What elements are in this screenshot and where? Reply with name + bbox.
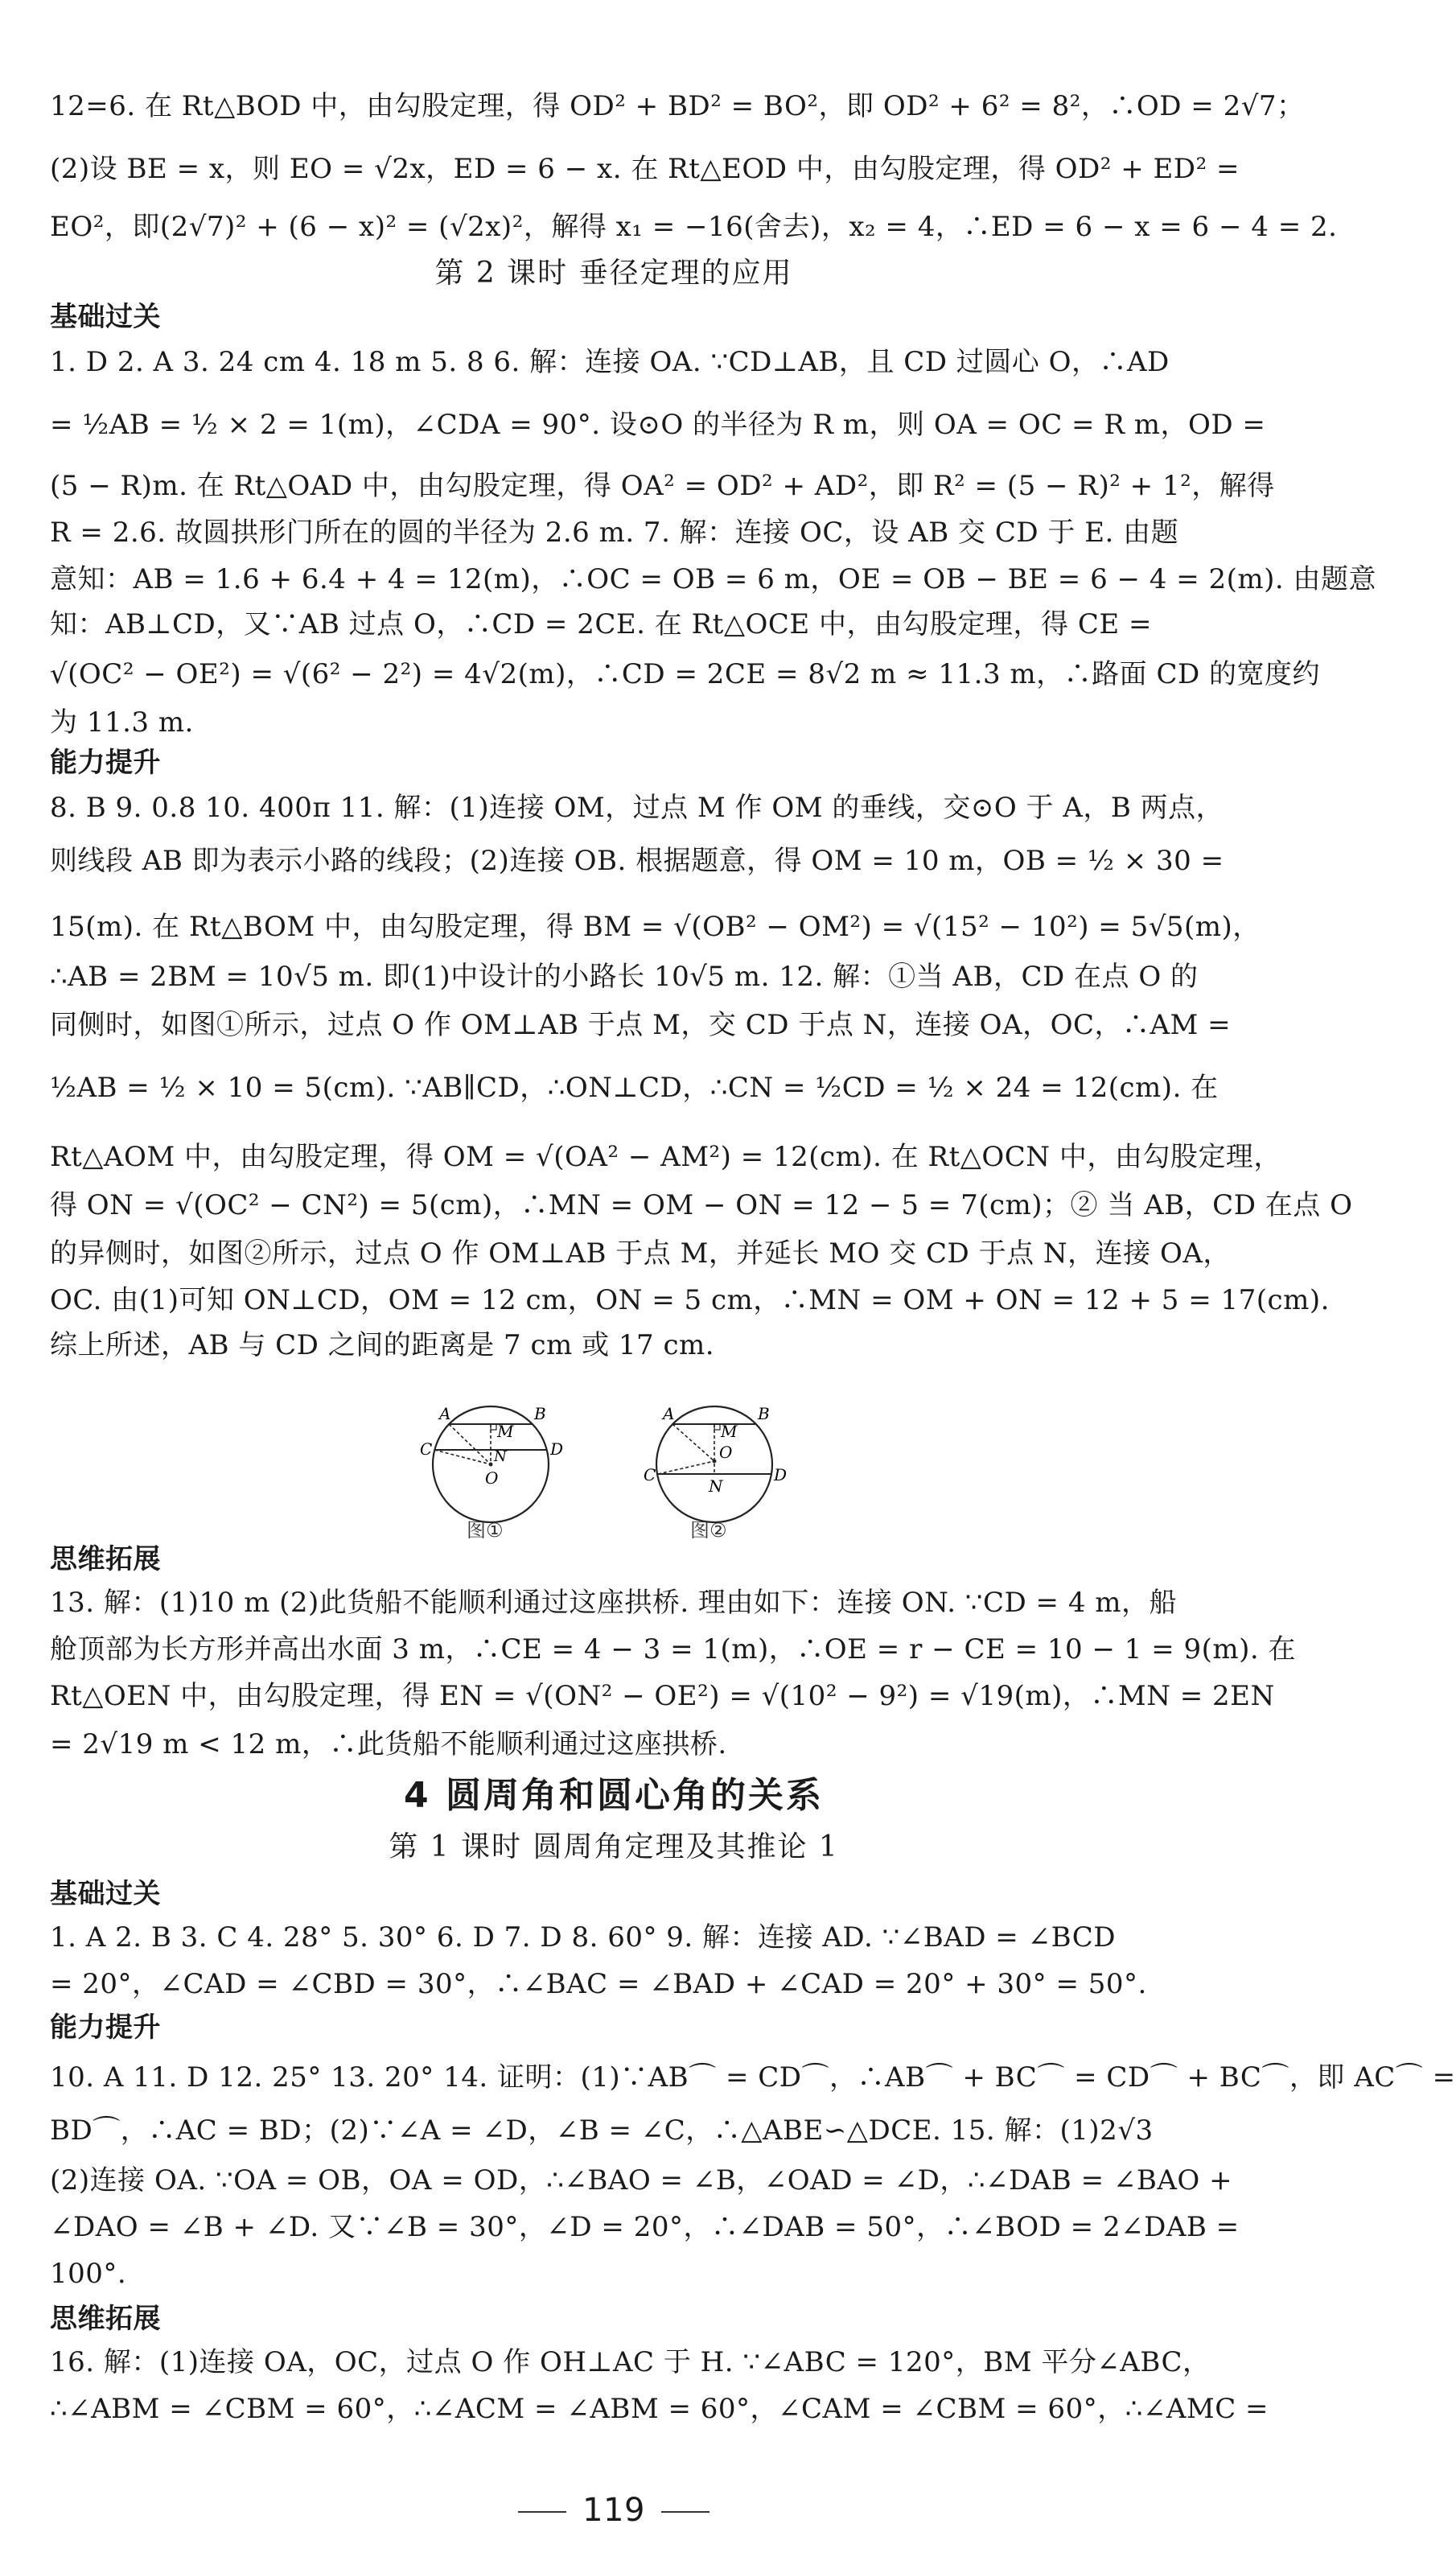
- text-line: 思维拓展: [50, 1543, 161, 1575]
- fig2-label-D: D: [774, 1465, 788, 1484]
- text-line: 第 2 课时 垂径定理的应用: [434, 257, 793, 290]
- text-line: 意知：AB = 1.6 + 6.4 + 4 = 12(m)，∴OC = OB = 6 m，OE = OB − BE = 6 − 4 = 2(m). 由题意: [50, 563, 1377, 595]
- fig2-label-C: C: [644, 1465, 656, 1484]
- text-line: Rt△OEN 中，由勾股定理，得 EN = √(ON² − OE²) = √(10² − 9²) = √19(m)，∴MN = 2EN: [50, 1680, 1275, 1712]
- fig1-label-O: O: [485, 1468, 499, 1488]
- text-line: 基础过关: [50, 301, 161, 333]
- text-line: (2)连接 OA. ∵OA = OB，OA = OD，∴∠BAO = ∠B，∠OAD = ∠D，∴∠DAB = ∠BAO +: [50, 2164, 1233, 2197]
- text-line: EO²，即(2√7)² + (6 − x)² = (√2x)²，解得 x₁ = −16(舍去)，x₂ = 4，∴ED = 6 − x = 6 − 4 = 2.: [50, 211, 1338, 243]
- text-line: 15(m). 在 Rt△BOM 中，由勾股定理，得 BM = √(OB² − OM²) = √(15² − 10²) = 5√5(m)，: [50, 911, 1261, 943]
- fig2-label-A: A: [663, 1404, 675, 1423]
- fig1-label-B: B: [534, 1404, 546, 1423]
- text-line: 则线段 AB 即为表示小路的线段；(2)连接 OB. 根据题意，得 OM = 10 m，OB = ½ × 30 =: [50, 845, 1224, 877]
- text-line: (5 − R)m. 在 Rt△OAD 中，由勾股定理，得 OA² = OD² + AD²，即 R² = (5 − R)² + 1²，解得: [50, 470, 1275, 502]
- text-line: 4 圆周角和圆心角的关系: [404, 1775, 824, 1816]
- text-line: 知：AB⊥CD，又∵AB 过点 O，∴CD = 2CE. 在 Rt△OCE 中，由勾股定理，得 CE =: [50, 608, 1152, 640]
- fig2-label-O: O: [719, 1443, 733, 1462]
- text-line: √(OC² − OE²) = √(6² − 2²) = 4√2(m)，∴CD = 2CE = 8√2 m ≈ 11.3 m，∴路面 CD 的宽度约: [50, 658, 1321, 690]
- fig2-caption: 图②: [690, 1519, 727, 1542]
- text-line: ∠DAO = ∠B + ∠D. 又∵∠B = 30°，∠D = 20°，∴∠DAB = 50°，∴∠BOD = 2∠DAB =: [50, 2211, 1240, 2243]
- text-line: R = 2.6. 故圆拱形门所在的圆的半径为 2.6 m. 7. 解：连接 OC，设 AB 交 CD 于 E. 由题: [50, 517, 1179, 549]
- page-number-text: 119: [582, 2492, 645, 2529]
- text-line: 综上所述，AB 与 CD 之间的距离是 7 cm 或 17 cm.: [50, 1329, 715, 1361]
- text-line: = ½AB = ½ × 2 = 1(m)，∠CDA = 90°. 设⊙O 的半径为 R m，则 OA = OC = R m，OD =: [50, 409, 1266, 441]
- text-line: 8. B 9. 0.8 10. 400π 11. 解：(1)连接 OM，过点 M 作 OM 的垂线，交⊙O 于 A，B 两点，: [50, 792, 1224, 824]
- fig1-label-C: C: [420, 1439, 433, 1459]
- text-line: 为 11.3 m.: [50, 706, 194, 739]
- text-line: 1. D 2. A 3. 24 cm 4. 18 m 5. 8 6. 解：连接 OA. ∵CD⊥AB，且 CD 过圆心 O，∴AD: [50, 346, 1170, 378]
- fig2-label-M: M: [721, 1422, 738, 1441]
- text-line: 1. A 2. B 3. C 4. 28° 5. 30° 6. D 7. D 8. 60° 9. 解：连接 AD. ∵∠BAD = ∠BCD: [50, 1921, 1116, 1954]
- page-number: [0, 2492, 1228, 2529]
- text-line: 12=6. 在 Rt△BOD 中，由勾股定理，得 OD² + BD² = BO²，即 OD² + 6² = 8²，∴OD = 2√7；: [50, 90, 1305, 122]
- text-line: 同侧时，如图①所示，过点 O 作 OM⊥AB 于点 M，交 CD 于点 N，连接 OA，OC，∴AM =: [50, 1009, 1232, 1041]
- text-line: 13. 解：(1)10 m (2)此货船不能顺利通过这座拱桥. 理由如下：连接 ON. ∵CD = 4 m，船: [50, 1587, 1177, 1619]
- text-line: 思维拓展: [50, 2303, 161, 2335]
- text-line: Rt△AOM 中，由勾股定理，得 OM = √(OA² − AM²) = 12(cm). 在 Rt△OCN 中，由勾股定理，: [50, 1141, 1281, 1173]
- text-line: ∴∠ABM = ∠CBM = 60°，∴∠ACM = ∠ABM = 60°，∠CAM = ∠CBM = 60°，∴∠AMC =: [50, 2393, 1269, 2425]
- fig1-label-D: D: [550, 1439, 564, 1459]
- text-line: (2)设 BE = x，则 EO = √2x，ED = 6 − x. 在 Rt△EOD 中，由勾股定理，得 OD² + ED² =: [50, 153, 1240, 185]
- text-line: = 2√19 m < 12 m，∴此货船不能顺利通过这座拱桥.: [50, 1728, 727, 1760]
- fig1-label-M: M: [497, 1422, 514, 1441]
- text-line: 舱顶部为长方形并高出水面 3 m，∴CE = 4 − 3 = 1(m)，∴OE = r − CE = 10 − 1 = 9(m). 在: [50, 1633, 1297, 1665]
- text-line: 的异侧时，如图②所示，过点 O 作 OM⊥AB 于点 M，并延长 MO 交 CD 于点 N，连接 OA，: [50, 1237, 1231, 1270]
- fig2-label-B: B: [758, 1404, 770, 1423]
- text-line: = 20°，∠CAD = ∠CBD = 30°，∴∠BAC = ∠BAD + ∠CAD = 20° + 30° = 50°.: [50, 1968, 1147, 2000]
- text-line: 100°.: [50, 2258, 127, 2290]
- text-line: BD⌒，∴AC = BD；(2)∵∠A = ∠D，∠B = ∠C，∴△ABE∽△DCE. 15. 解：(1)2√3: [50, 2114, 1154, 2147]
- text-line: 第 1 课时 圆周角定理及其推论 1: [389, 1830, 839, 1863]
- text-line: 16. 解：(1)连接 OA，OC，过点 O 作 OH⊥AC 于 H. ∵∠ABC = 120°，BM 平分∠ABC，: [50, 2346, 1211, 2378]
- text-line: 能力提升: [50, 747, 161, 779]
- fig1-label-A: A: [439, 1404, 451, 1423]
- text-line: 能力提升: [50, 2011, 161, 2044]
- text-line: 基础过关: [50, 1878, 161, 1910]
- text-line: 得 ON = √(OC² − CN²) = 5(cm)，∴MN = OM − ON = 12 − 5 = 7(cm)；② 当 AB，CD 在点 O: [50, 1189, 1353, 1221]
- fig2-label-N: N: [709, 1476, 723, 1496]
- text-line: ½AB = ½ × 10 = 5(cm). ∵AB∥CD，∴ON⊥CD，∴CN = ½CD = ½ × 24 = 12(cm). 在: [50, 1072, 1219, 1104]
- text-line: ∴AB = 2BM = 10√5 m. 即(1)中设计的小路长 10√5 m. 12. 解：①当 AB，CD 在点 O 的: [50, 961, 1199, 993]
- text-line: 10. A 11. D 12. 25° 13. 20° 14. 证明：(1)∵AB⌒ = CD⌒，∴AB⌒ + BC⌒ = CD⌒ + BC⌒，即 AC⌒ =: [50, 2061, 1456, 2094]
- fig1-caption: 图①: [467, 1519, 504, 1542]
- fig1-label-N: N: [494, 1448, 507, 1465]
- text-line: OC. 由(1)可知 ON⊥CD，OM = 12 cm，ON = 5 cm，∴MN = OM + ON = 12 + 5 = 17(cm).: [50, 1284, 1330, 1316]
